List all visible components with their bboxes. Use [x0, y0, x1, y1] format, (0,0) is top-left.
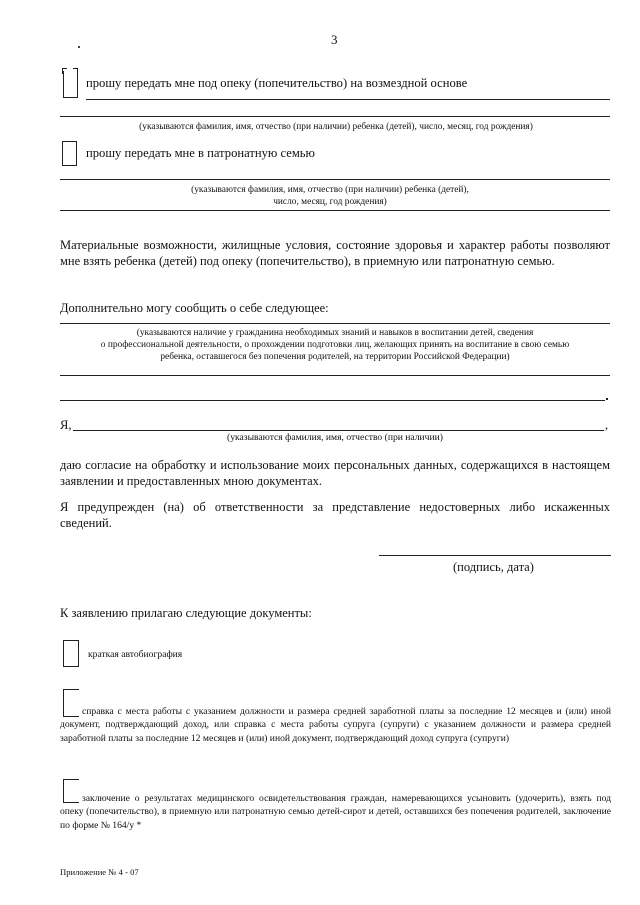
ya-note: (указываются фамилия, имя, отчество (при наличии) [227, 432, 443, 443]
income-certificate-text: справка с места работы с указанием должности и размера средней заработной платы за последние 12 месяцев и (или) иной документ, подтверждающий доход, или справка с места работы супруга (супруги) с указанием должности и размера средней заработной платы за последние 12 месяцев и (или) иной документ, подтверждающий доход супруга (супруги) [60, 706, 611, 744]
additional-info-note-line1: (указываются наличие у гражданина необходимых знаний и навыков в воспитании детей, сведения [136, 328, 534, 338]
attachments-heading: К заявлению прилагаю следующие документы: [60, 606, 312, 620]
checkbox-corner-mark [73, 68, 78, 74]
responsibility-paragraph: Я предупрежден (на) об ответственности за представление недостоверных либо искаженных сведений. [60, 500, 610, 530]
line-end-dot [606, 398, 608, 400]
material-conditions-paragraph: Материальные возможности, жилищные условия, состояние здоровья и характер работы позволяют мне взять ребенка (детей) под опеку (попечительство), в приемную или патронатную семью. [60, 238, 610, 268]
signature-line [379, 555, 611, 556]
foster-family-note-line1: (указываются фамилия, имя, отчество (при наличии) ребенка (детей), [191, 185, 469, 195]
signature-caption: (подпись, дата) [453, 560, 534, 574]
paid-guardianship-note: (указываются фамилия, имя, отчество (при наличии) ребенка (детей), число, месяц, год рождения) [139, 122, 533, 132]
name-fill-line [73, 430, 604, 431]
fill-line [86, 99, 610, 100]
autobiography-checkbox[interactable] [63, 640, 79, 667]
foster-family-checkbox[interactable] [62, 141, 77, 166]
fill-line [60, 400, 605, 401]
autobiography-label: краткая автобиография [88, 649, 183, 660]
page-number: 3 [331, 32, 338, 47]
additional-info-note-line2: о профессиональной деятельности, о прохождении подготовки лиц, желающих принять на воспитание в свою семью [100, 340, 570, 350]
checkbox-corner-mark [62, 68, 67, 74]
fill-line [60, 323, 610, 324]
additional-info-note-line3: ребенка, оставшегося без попечения родителей, на территории Российской Федерации) [160, 352, 510, 362]
fill-line [60, 116, 610, 117]
medical-conclusion-text: заключение о результатах медицинского освидетельствования граждан, намеревающихся усыновить (удочерить), взять под опеку (попечительство), в приемную или патронатную семью детей-сирот и детей, оставшихся без попечения родителей, заключение по форме № 164/у * [60, 793, 611, 831]
ya-prefix: Я, [60, 418, 72, 432]
fill-line [60, 210, 610, 211]
fill-line [60, 375, 610, 376]
ya-comma: , [605, 418, 609, 432]
consent-paragraph: даю согласие на обработку и использование моих персональных данных, содержащихся в настоящем заявлении и предоставленных мною документах. [60, 458, 610, 488]
paid-guardianship-checkbox[interactable] [63, 71, 78, 98]
fill-line [60, 179, 610, 180]
appendix-footer: Приложение № 4 - 07 [60, 867, 139, 877]
additional-info-heading: Дополнительно могу сообщить о себе следующее: [60, 301, 329, 315]
scan-dot [78, 46, 80, 48]
foster-family-label: прошу передать мне в патронатную семью [86, 146, 315, 160]
foster-family-note-line2: число, месяц, год рождения) [273, 197, 387, 207]
paid-guardianship-label: прошу передать мне под опеку (попечительство) на возмездной основе [86, 76, 468, 90]
